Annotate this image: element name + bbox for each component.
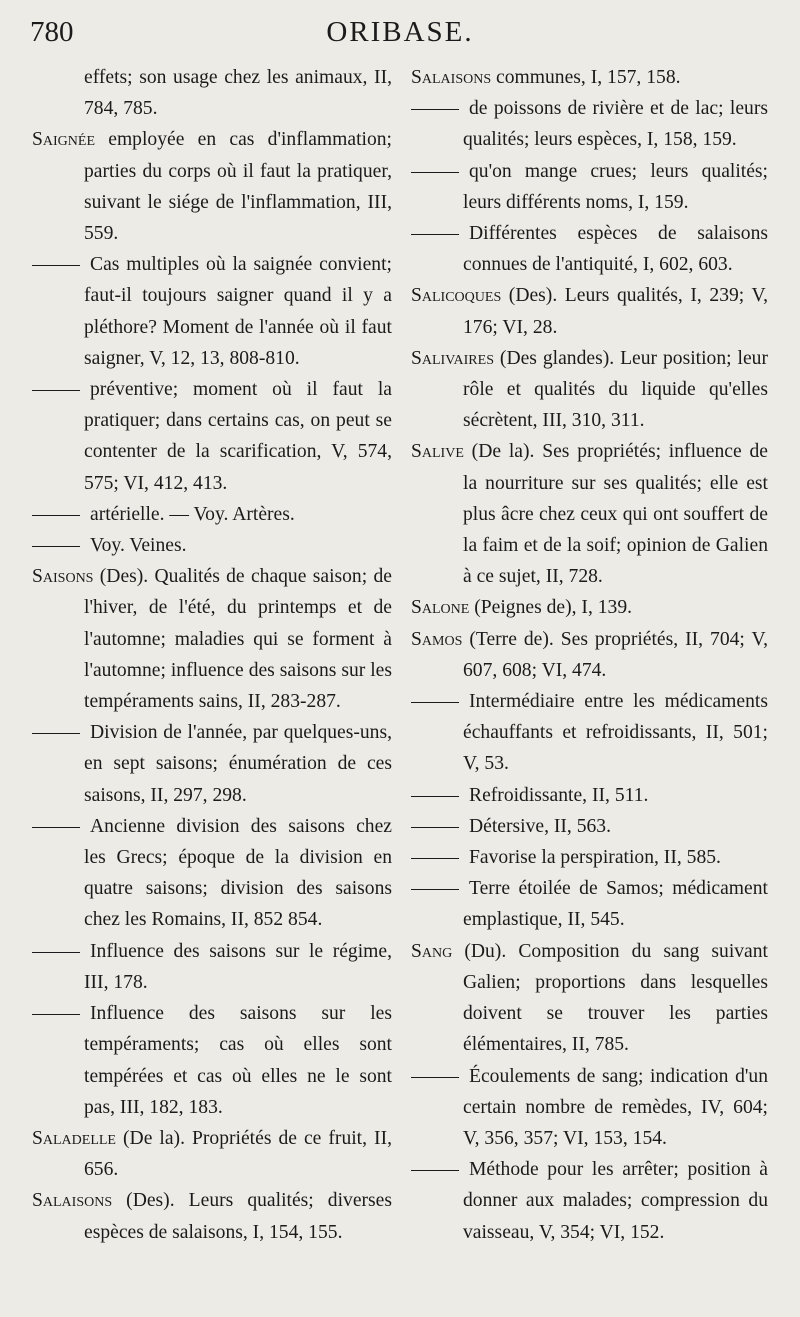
entry-text: (Terre de). Ses propriétés, II, 704; V, 607, 608; VI, 474. bbox=[462, 628, 768, 681]
index-subentry bbox=[411, 156, 768, 218]
entry-text: préventive; moment où il faut la pratiquer; dans certains cas, on peut se contenter de la scarification, V, 574, 575; VI, 412, 413. bbox=[84, 379, 392, 494]
entry-text: Favorise la perspiration, II, 585. bbox=[469, 847, 721, 869]
repeat-dash bbox=[411, 827, 459, 828]
repeat-dash bbox=[411, 1170, 459, 1171]
index-entry bbox=[32, 124, 392, 249]
entry-text: Voy. Veines. bbox=[90, 535, 187, 557]
entry-text: (Des). Leurs qualités, I, 239; V, 176; VI, 28. bbox=[463, 285, 768, 338]
index-subentry bbox=[411, 93, 768, 155]
entry-text: Méthode pour les arrêter; position à donner aux malades; compression du vaisseau, V, 354; VI, 152. bbox=[463, 1159, 768, 1243]
index-entry bbox=[411, 280, 768, 342]
index-entry bbox=[411, 936, 768, 1061]
index-entry bbox=[411, 343, 768, 437]
entry-headword: Saladelle bbox=[32, 1127, 116, 1149]
index-entry bbox=[32, 1185, 392, 1247]
index-entry bbox=[411, 624, 768, 686]
index-subentry bbox=[32, 249, 392, 374]
entry-text: Influence des saisons sur le régime, III, 178. bbox=[84, 940, 392, 993]
entry-text: (De la). Propriétés de ce fruit, II, 656. bbox=[84, 1127, 392, 1181]
repeat-dash bbox=[411, 889, 459, 890]
entry-text: Intermédiaire entre les médicaments échauffants et refroidissants, II, 501; V, 53. bbox=[463, 691, 768, 775]
repeat-dash bbox=[32, 733, 80, 734]
entry-headword: Salone bbox=[411, 597, 470, 619]
repeat-dash bbox=[411, 796, 459, 797]
index-subentry bbox=[411, 1061, 768, 1155]
entry-text: Écoulements de sang; indication d'un certain nombre de remèdes, IV, 604; V, 356, 357; VI, 153, 154. bbox=[463, 1065, 768, 1149]
entry-headword: Salivaires bbox=[411, 347, 494, 369]
index-subentry bbox=[32, 811, 392, 936]
index-subentry bbox=[411, 1154, 768, 1248]
index-subentry bbox=[411, 218, 768, 280]
entry-headword: Salaisons bbox=[411, 67, 492, 88]
entry-headword: Sang bbox=[411, 940, 453, 962]
index-subentry bbox=[32, 499, 392, 530]
repeat-dash bbox=[32, 1014, 80, 1015]
repeat-dash bbox=[32, 827, 80, 828]
index-subentry bbox=[411, 842, 768, 873]
repeat-dash bbox=[411, 858, 459, 859]
repeat-dash bbox=[411, 702, 459, 703]
entry-text: employée en cas d'inflammation; parties du corps où il faut la pratiquer, suivant le siége de l'inflammation, III, 559. bbox=[84, 129, 392, 245]
repeat-dash bbox=[32, 952, 80, 953]
index-subentry bbox=[32, 530, 392, 561]
entry-headword: Saignée bbox=[32, 129, 95, 151]
index-entry bbox=[411, 62, 768, 93]
entry-headword: Salicoques bbox=[411, 285, 502, 307]
entry-text: Détersive, II, 563. bbox=[469, 815, 612, 837]
index-subentry bbox=[411, 780, 768, 811]
repeat-dash bbox=[411, 172, 459, 173]
index-column-left bbox=[32, 62, 392, 1248]
index-subentry bbox=[32, 374, 392, 499]
entry-text: communes, I, 157, 158. bbox=[491, 67, 681, 88]
index-subentry bbox=[32, 936, 392, 998]
index-subentry bbox=[32, 998, 392, 1123]
entry-text: (Des glandes). Leur position; leur rôle et qualités du liquide qu'elles sécrètent, III, 310, 311. bbox=[463, 347, 768, 432]
repeat-dash bbox=[411, 109, 459, 110]
repeat-dash bbox=[32, 546, 80, 547]
page-number: 780 bbox=[30, 16, 74, 48]
entry-text: Terre étoilée de Samos; médicament emplastique, II, 545. bbox=[463, 878, 768, 931]
entry-text: (Des). Leurs qualités; diverses espèces de salaisons, I, 154, 155. bbox=[84, 1190, 392, 1243]
index-column-right bbox=[411, 62, 768, 1248]
index-subentry bbox=[411, 873, 768, 935]
entry-text: Refroidissante, II, 511. bbox=[469, 784, 649, 806]
index-subentry bbox=[411, 686, 768, 780]
entry-headword: Salaisons bbox=[32, 1190, 113, 1212]
repeat-dash bbox=[411, 234, 459, 235]
entry-text: (Peignes de), I, 139. bbox=[469, 597, 633, 619]
index-subentry bbox=[32, 717, 392, 811]
entry-text: (De la). Ses propriétés; influence de la nourriture sur ses qualités; elle est plus âcre chez ceux qui ont souffert de la faim et de la soif; opinion de Galien à ce sujet, II, 728. bbox=[463, 441, 768, 588]
entry-text: qu'on mange crues; leurs qualités; leurs différents noms, I, 159. bbox=[463, 160, 768, 213]
entry-text: (Des). Qualités de chaque saison; de l'hiver, de l'été, du printemps et de l'automne; maladies qui se forment à l'automne; influence des saisons sur les tempéraments sains, II, 283-287. bbox=[84, 566, 392, 713]
index-entry bbox=[411, 436, 768, 592]
entry-text: Cas multiples où la saignée convient; faut-il toujours saigner quand il y a pléthore? Moment de l'année où il faut saigner, V, 12, 13, 808-810. bbox=[84, 254, 392, 369]
repeat-dash bbox=[32, 390, 80, 391]
repeat-dash bbox=[411, 1077, 459, 1078]
entry-text: (Du). Composition du sang suivant Galien; proportions dans lesquelles doivent se trouver les parties élémentaires, II, 785. bbox=[452, 940, 768, 1056]
entry-headword: Saisons bbox=[32, 566, 94, 588]
entry-text: Division de l'année, par quelques-uns, en sept saisons; énumération de ces saisons, II, 297, 298. bbox=[84, 722, 392, 806]
running-title: ORIBASE. bbox=[326, 16, 474, 48]
entry-text: Différentes espèces de salaisons connues de l'antiquité, I, 602, 603. bbox=[463, 223, 768, 276]
entry-headword: Samos bbox=[411, 628, 463, 650]
index-entry bbox=[32, 561, 392, 717]
index-entry bbox=[32, 62, 392, 124]
entry-text: Ancienne division des saisons chez les Grecs; époque de la division en quatre saisons; division des saisons chez les Romains, II, 852 854. bbox=[84, 815, 392, 931]
index-entry bbox=[32, 1123, 392, 1185]
page-header bbox=[0, 14, 800, 54]
repeat-dash bbox=[32, 515, 80, 516]
entry-text: effets; son usage chez les animaux, II, 784, 785. bbox=[84, 67, 392, 120]
entry-text: artérielle. — Voy. Artères. bbox=[90, 503, 295, 525]
repeat-dash bbox=[32, 265, 80, 266]
index-entry bbox=[411, 592, 768, 623]
entry-text: Influence des saisons sur les tempéraments; cas où elles sont tempérées et cas où elles ne le sont pas, III, 182, 183. bbox=[84, 1003, 392, 1118]
index-subentry bbox=[411, 811, 768, 842]
entry-text: de poissons de rivière et de lac; leurs qualités; leurs espèces, I, 158, 159. bbox=[463, 98, 768, 151]
entry-headword: Salive bbox=[411, 441, 464, 463]
